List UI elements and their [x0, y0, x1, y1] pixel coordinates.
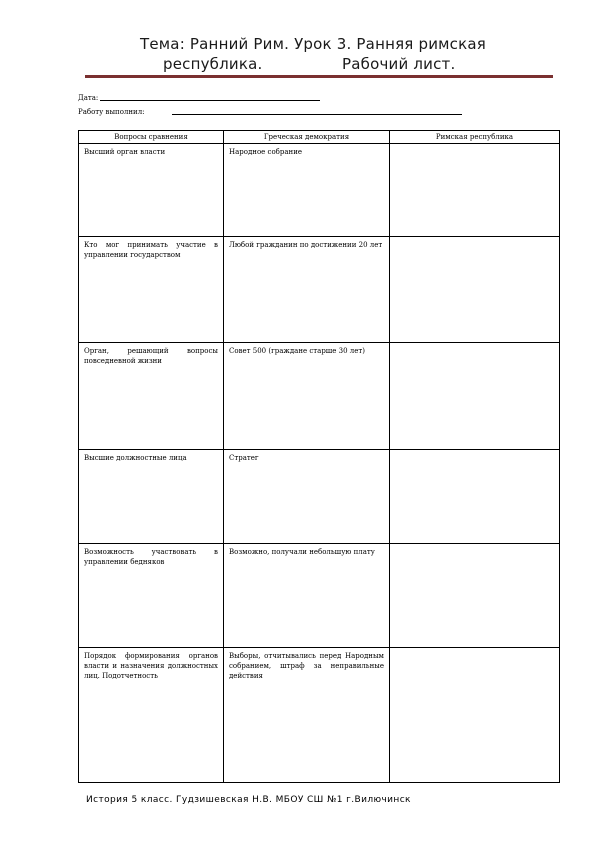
header-greek-democracy: Греческая демократия — [224, 131, 390, 144]
roman-answer-cell[interactable] — [390, 544, 560, 648]
table-row — [79, 144, 560, 237]
title-line-2: республика. Рабочий лист. — [163, 55, 456, 73]
roman-answer-cell[interactable] — [390, 648, 560, 783]
greek-cell: Возможно, получали небольшую плату — [224, 544, 390, 648]
question-cell: Порядок формирования органов власти и назначения должностных лиц. Подотчетность — [79, 648, 224, 783]
roman-answer-cell[interactable] — [390, 343, 560, 450]
question-cell: Высший орган власти — [79, 144, 224, 237]
question-cell: Орган, решающий вопросы повседневной жизни — [79, 343, 224, 450]
header-questions: Вопросы сравнения — [79, 131, 224, 144]
title-line-1: Тема: Ранний Рим. Урок 3. Ранняя римская — [140, 35, 487, 53]
greek-cell: Выборы, отчитывались перед Народным собранием, штраф за неправильные действия — [224, 648, 390, 783]
completed-by-field-line[interactable] — [172, 114, 462, 115]
comparison-table — [78, 130, 560, 783]
header-roman-republic: Римская республика — [390, 131, 560, 144]
table-row — [79, 544, 560, 648]
title-divider — [85, 75, 553, 78]
date-field-line[interactable] — [100, 100, 320, 101]
date-label: Дата: — [78, 94, 99, 102]
completed-by-label: Работу выполнил: — [78, 108, 145, 116]
greek-cell: Совет 500 (граждане старше 30 лет) — [224, 343, 390, 450]
worksheet-title — [85, 34, 555, 74]
question-cell: Возможность участвовать в управлении бедняков — [79, 544, 224, 648]
table-header-row — [79, 131, 560, 144]
table-row — [79, 450, 560, 544]
page-footer: История 5 класс. Гудзишевская Н.В. МБОУ СШ №1 г.Вилючинск — [86, 795, 411, 805]
question-cell: Кто мог принимать участие в управлении государством — [79, 237, 224, 343]
roman-answer-cell[interactable] — [390, 144, 560, 237]
greek-cell: Стратег — [224, 450, 390, 544]
roman-answer-cell[interactable] — [390, 237, 560, 343]
greek-cell: Народное собрание — [224, 144, 390, 237]
table-row — [79, 648, 560, 783]
table-row — [79, 237, 560, 343]
question-cell: Высшие должностные лица — [79, 450, 224, 544]
roman-answer-cell[interactable] — [390, 450, 560, 544]
table-row — [79, 343, 560, 450]
greek-cell: Любой гражданин по достижении 20 лет — [224, 237, 390, 343]
